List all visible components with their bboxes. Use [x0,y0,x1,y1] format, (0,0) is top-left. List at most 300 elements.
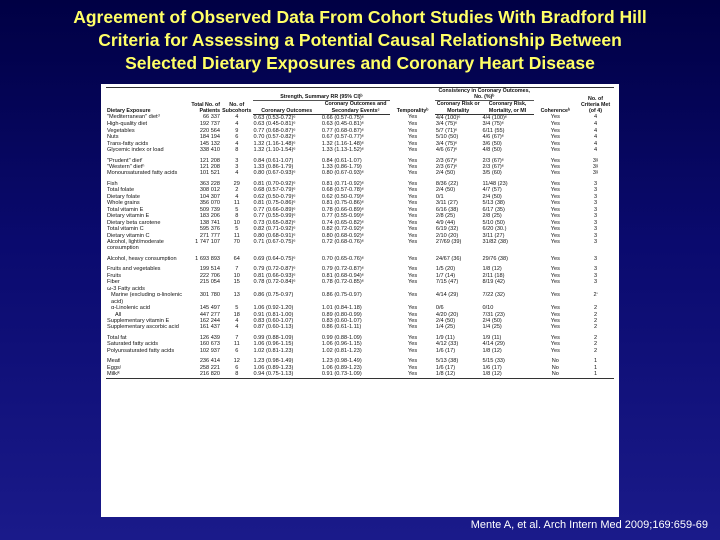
cell-exposure: Fruits [107,272,121,279]
table-header-row-groups [106,88,614,101]
cell-consistency-risk: 4/20 (20) [435,311,459,318]
cell-temporality: Yes [408,140,418,147]
cell-consistency-secondary: 5/10 (50) [482,219,505,226]
cell-coherence: Yes [550,305,560,312]
cell-consistency-risk: 5/10 (50) [435,134,459,141]
cell-coherence: Yes [550,157,560,164]
cell-coherence: Yes [550,232,560,239]
cell-patients: 258 221 [199,364,221,371]
cell-criteria-met: 3 [593,226,598,233]
cell-criteria-met: 2 [593,341,598,348]
cell-temporality: Yes [408,317,418,324]
cell-rr-coronary: 0.63 (0.53-0.72)ᵉ [253,114,296,121]
cell-patients: 301 780 [199,292,221,299]
cell-coherence: No [551,364,559,371]
cell-exposure: ω-3 Fatty acids [107,285,145,292]
cell-consistency-risk: 4/9 (44) [435,219,456,226]
cell-subcohorts: 4 [235,324,239,331]
cell-subcohorts: 8 [221,371,252,378]
slide-title-line-1: Agreement of Observed Data From Cohort Studies With Bradford Hill [73,7,647,27]
cell-rr-secondary: 0.86 (0.75-0.97) [321,292,362,299]
cell-patients: 595 376 [199,226,221,233]
cell-consistency-risk: 1/5 (20) [435,266,456,273]
cell-rr-secondary: 0.70 (0.65-0.76)ᵉ [321,255,364,262]
cell-consistency-risk: 6/19 (32) [435,226,459,233]
cell-rr-coronary: 0.91 (0.81-1.00) [253,311,294,318]
cell-consistency-secondary: 2/4 (50) [482,317,502,324]
cell-rr-coronary: 0.62 (0.50-0.79)ᵉ [253,193,296,200]
cell-rr-coronary: 1.23 (0.98-1.49) [253,358,294,365]
header-consistency-group: Consistency in Coronary Outcomes, No. (%)ᵇ [435,88,534,101]
cell-patients: 104 307 [199,193,221,200]
slide-title-line-3: Selected Dietary Exposures and Coronary Heart Disease [125,53,595,73]
cell-consistency-secondary: 2/4 (50) [482,193,502,200]
cell-consistency-secondary: 6/20 (30.) [482,226,507,233]
cell-exposure: α-Linolenic acid [111,305,150,312]
cell-exposure: Fish [107,180,118,187]
cell-criteria-met: 2 [593,305,598,312]
cell-rr-secondary: 0.74 (0.65-0.82)ᵉ [321,219,364,226]
cell-rr-coronary: 0.80 (0.68-0.91)ᵉ [253,232,296,239]
cell-patients: 363 228 [199,180,221,187]
cell-criteria-met: 1 [577,371,614,378]
cell-rr-secondary: 0.84 (0.61-1.07) [321,157,362,164]
cell-criteria-met: 2 [593,317,598,324]
cell-patients: 121 208 [199,163,221,170]
cell-exposure: Vegetables [107,127,135,134]
cell-criteria-met: 3 [593,193,598,200]
cell-temporality: Yes [408,311,418,318]
cell-consistency-risk: 0/6 [435,305,444,312]
table-row [106,371,614,378]
cell-criteria-met: 3 [593,272,598,279]
cell-temporality: Yes [408,324,418,331]
cell-coherence: Yes [550,226,560,233]
header-subcohorts: No. of Subcohorts [221,88,252,115]
cell-exposure: Saturated fatty acids [107,341,158,348]
cell-rr-secondary: 0.86 (0.61-1.11) [321,324,362,331]
cell-coherence: Yes [550,219,560,226]
cell-exposure: Supplementary ascorbic acid [107,324,179,331]
cell-exposure: Milkʲᵏ [106,371,185,378]
cell-consistency-secondary: 7/31 (23) [482,311,505,318]
cell-exposure: Dietary vitamin E [107,213,150,220]
cell-coherence: Yes [550,147,560,154]
cell-rr-coronary: 0.68 (0.57-0.79)ᵉ [253,187,296,194]
cell-patients: 1 693 893 [195,255,221,262]
cell-rr-coronary: 1.06 (0.92-1.20) [253,305,294,312]
cell-criteria-met: 3 [593,187,598,194]
cell-subcohorts: 4 [235,193,239,200]
cell-criteria-met: 3 [593,213,598,220]
cell-subcohorts: 2 [235,187,239,194]
cell-criteria-met: 4 [593,121,598,128]
cell-coherence: Yes [550,334,560,341]
cell-temporality: Yes [408,134,418,141]
cell-patients: 145 132 [199,140,221,147]
header-criteria-met: No. of Criteria Met (of 4) [577,88,614,115]
cell-rr-coronary: 0.73 (0.65-0.82)ᵉ [253,219,296,226]
cell-patients: 184 194 [199,134,221,141]
cell-rr-secondary: 0.63 (0.45-0.81)ᵉ [321,121,364,128]
cell-coherence: Yes [550,238,560,245]
cell-consistency-risk: 2/4 (50) [435,187,456,194]
cell-patients: 161 437 [199,324,221,331]
cell-exposure: Glycemic index or load [107,147,164,154]
citation: Mente A, et al. Arch Intern Med 2009;169:659-69 [470,519,708,531]
slide-title [0,6,720,75]
cell-consistency-risk: 4/6 (67)ᵉ [435,147,458,154]
cell-temporality: Yes [408,121,418,128]
cell-patients: 356 070 [199,200,221,207]
cell-temporality: Yes [408,147,418,154]
cell-consistency-risk: 2/3 (67)ᵉ [435,163,458,170]
cell-rr-secondary: 0.89 (0.80-0.99) [321,311,362,318]
cell-temporality: Yes [408,347,418,354]
cell-criteria-met: 4 [593,114,598,121]
cell-rr-coronary: 0.86 (0.75-0.97) [253,292,294,299]
cell-coherence: Yes [550,200,560,207]
cell-rr-coronary: 1.32 (1.10-1.54)ᵉ [253,147,296,154]
cell-criteria-met: 4 [593,127,598,134]
cell-consistency-risk: 7/15 (47) [435,279,459,286]
cell-exposure: Meatʲ [107,358,121,365]
cell-consistency-secondary: 2/3 (67)ᵉ [482,163,504,170]
cell-rr-coronary: 0.71 (0.67-0.75)ᵉ [253,238,296,245]
cell-coherence: Yes [550,121,560,128]
cell-rr-secondary: 1.33 (1.13-1.52)ᵉ [321,147,364,154]
cell-consistency-risk: 4/14 (29) [435,292,459,299]
cell-coherence: Yes [550,279,560,286]
cell-temporality: Yes [408,232,418,239]
cell-rr-coronary: 0.87 (0.60-1.13) [253,324,294,331]
cell-patients: 102 937 [199,347,221,354]
cell-criteria-met: 3 [593,200,598,207]
cell-exposure: Fiber [107,279,120,286]
cell-temporality: Yes [408,200,418,207]
cell-temporality: Yes [408,272,418,279]
cell-temporality: Yes [408,266,418,273]
cell-rr-coronary: 0.63 (0.45-0.81)ᵉ [253,121,296,128]
cell-rr-coronary: 0.79 (0.72-0.87)ᵉ [253,266,296,273]
cell-consistency-risk: 3/4 (75)ᵉ [435,121,458,128]
cell-coherence: Yes [550,114,560,121]
cell-coherence: Yes [550,311,560,318]
header-strength-group: Strength, Summary RR (95% CI)ᵇ [253,88,391,101]
cell-coherence: Yes [550,266,560,273]
cell-temporality: Yes [408,193,418,200]
cell-patients: 126 439 [199,334,221,341]
cell-coherence: Yes [550,255,560,262]
cell-consistency-risk: 1/7 (14) [435,272,456,279]
cell-exposure: "Prudent" dietᶠ [107,157,143,164]
cell-consistency-risk: 6/16 (38) [435,206,459,213]
cell-consistency-secondary: 3/4 (75)ᵉ [482,121,504,128]
cell-exposure: Dietary folate [107,193,140,200]
cell-exposure: Supplementary vitamin E [107,317,170,324]
header-exposure: Dietary Exposure [106,88,185,115]
cell-rr-secondary: 1.33 (0.86-1.79) [321,163,362,170]
cell-coherence: Yes [550,127,560,134]
cell-consistency-risk: 2/10 (20) [435,232,459,239]
cell-rr-secondary: 0.66 (0.57-0.75)ᵉ [321,114,364,121]
cell-exposure: Monounsaturated fatty acids [107,170,178,177]
cell-rr-secondary: 0.82 (0.72-0.92)ᵉ [321,226,364,233]
cell-consistency-risk: 1/6 (17) [435,347,456,354]
cell-temporality: Yes [408,334,418,341]
cell-rr-coronary: 0.83 (0.60-1.07) [253,317,294,324]
cell-subcohorts: 4 [235,170,239,177]
cell-consistency-risk: 5/7 (71)ᵉ [435,127,458,134]
table-row [106,292,614,305]
cell-coherence: Yes [550,180,560,187]
cell-subcohorts: 6 [235,364,239,371]
cell-consistency-secondary: 1/8 (12) [482,347,502,354]
cell-exposure: High-quality diet [107,121,148,128]
cell-exposure: Alcohol, heavy consumption [107,255,177,262]
cell-subcohorts: 4 [235,114,239,121]
cell-rr-coronary: 0.99 (0.88-1.09) [253,334,294,341]
cell-consistency-secondary: 4/6 (67)ᵉ [482,134,504,141]
cell-criteria-met: 2 [593,324,598,331]
cell-subcohorts: 8 [235,147,239,154]
cell-criteria-met: 3 [593,206,598,213]
cell-rr-secondary: 0.81 (0.68-0.94)ᵉ [321,272,364,279]
cell-coherence: Yes [550,324,560,331]
cell-coherence: Yes [550,193,560,200]
cell-subcohorts: 29 [233,180,240,187]
cell-consistency-risk: 2/8 (25) [435,213,456,220]
cell-rr-secondary: 0.77 (0.55-0.99)ᵉ [321,213,364,220]
cell-subcohorts: 11 [233,200,240,207]
cell-patients: 222 706 [199,272,221,279]
cell-criteria-met: 1 [593,358,598,365]
cell-temporality: Yes [408,341,418,348]
cell-criteria-met: 3 [593,279,598,286]
cell-criteria-met: 3 [593,219,598,226]
cell-patients: 447 277 [199,311,221,318]
cell-criteria-met: 4 [593,140,598,147]
cell-coherence: Yes [550,134,560,141]
cell-consistency-risk: 2/4 (50) [435,170,456,177]
cell-criteria-met: 4 [593,147,598,154]
cell-coherence: Yes [550,347,560,354]
cell-criteria-met: 3 [593,180,598,187]
cell-temporality: Yes [408,170,418,177]
cell-exposure: Nuts [107,134,119,141]
cell-rr-coronary: 0.84 (0.61-1.07) [253,157,294,164]
cell-rr-secondary: 1.01 (0.84-1.18) [321,305,362,312]
cell-rr-coronary: 0.77 (0.55-0.99)ᵉ [253,213,296,220]
cell-rr-coronary: 1.06 (0.89-1.23) [253,364,294,371]
cell-rr-secondary: 0.81 (0.71-0.92)ᵉ [321,180,364,187]
cell-patients: 236 414 [199,358,221,365]
cell-consistency-secondary: 1/8 (12) [482,371,534,378]
cell-subcohorts: 5 [235,305,239,312]
cell-subcohorts: 10 [233,272,240,279]
cell-subcohorts: 7 [235,266,239,273]
header-coronary-outcomes: Coronary Outcomes [253,101,321,114]
cell-exposure: Marine (excluding α-linolenic acid) [111,292,183,305]
table-row [106,114,614,121]
cell-criteria-met: 1 [593,364,598,371]
cell-temporality: Yes [390,371,435,378]
cell-patients: 271 777 [199,232,221,239]
table-panel [101,84,619,517]
cell-coherence: Yes [550,140,560,147]
cell-criteria-met: 3ᵍ [592,163,599,170]
cell-criteria-met: 3ᵍ [592,170,599,177]
cell-temporality: Yes [408,292,418,299]
cell-rr-secondary: 0.79 (0.72-0.87)ᵉ [321,266,364,273]
cell-consistency-secondary: 6/17 (35) [482,206,505,213]
cell-rr-coronary: 0.77 (0.68-0.87)ᵉ [253,127,296,134]
cell-consistency-secondary: 5/13 (38) [482,200,505,207]
cell-patients: 162 244 [199,317,221,324]
cell-coherence: Yes [550,206,560,213]
cell-criteria-met: 2 [593,334,598,341]
cell-coherence: Yes [550,272,560,279]
cell-patients: 121 208 [199,157,221,164]
cell-rr-secondary: 0.67 (0.57-0.77)ᵉ [321,134,364,141]
cell-rr-coronary: 1.33 (0.86-1.79) [253,163,294,170]
cell-consistency-secondary: 2/8 (25) [482,213,502,220]
cell-subcohorts: 8 [235,213,239,220]
cell-rr-secondary: 0.72 (0.68-0.76)ᵉ [321,238,364,245]
cell-rr-coronary: 1.02 (0.81-1.23) [253,347,294,354]
cell-coherence: No [551,358,559,365]
cell-criteria-met: 3 [593,238,598,245]
cell-exposure: All [115,311,122,318]
cell-exposure: Total fat [107,334,127,341]
cell-subcohorts: 5 [235,206,239,213]
cell-coherence: Yes [550,170,560,177]
header-risk-mortality: Coronary Risk or Mortality [436,101,480,114]
cell-consistency-risk: 27/69 (39) [435,238,462,245]
cell-temporality: Yes [408,305,418,312]
cell-patients: 308 012 [199,187,221,194]
cell-rr-coronary: 0.80 (0.67-0.93)ᵉ [253,170,296,177]
cell-subcohorts: 70 [233,238,240,245]
cell-rr-secondary: 1.32 (1.16-1.48)ᵉ [321,140,364,147]
cell-criteria-met: 2 [593,347,598,354]
cell-coherence: Yes [550,341,560,348]
cell-rr-secondary: 1.23 (0.98-1.49) [321,358,362,365]
cell-rr-coronary: 0.82 (0.71-0.92)ᵉ [253,226,296,233]
cell-consistency-risk: 2/3 (67)ᵉ [435,157,458,164]
cell-temporality: Yes [408,114,418,121]
cell-coherence: Yes [550,213,560,220]
cell-rr-secondary: 0.99 (0.88-1.09) [321,334,362,341]
cell-exposure: Total vitamin C [107,226,144,233]
cell-criteria-met: 3 [593,255,598,262]
cell-consistency-secondary: 4/4 (100)ᵉ [482,114,507,121]
cell-consistency-secondary: 2/3 (67)ᵉ [482,157,504,164]
cell-exposure: Total vitamin E [107,206,144,213]
cell-rr-coronary: 0.77 (0.66-0.89)ᵉ [253,206,296,213]
cell-patients: 66 337 [202,114,221,121]
cell-rr-secondary: 0.91 (0.73-1.09) [321,371,390,378]
cell-rr-secondary: 0.78 (0.66-0.89)ᵉ [321,206,364,213]
cell-consistency-risk: 3/11 (27) [435,200,458,207]
cell-patients: 338 410 [199,147,221,154]
cell-subcohorts: 13 [233,292,240,299]
cell-temporality: Yes [408,219,418,226]
cell-subcohorts: 4 [235,121,239,128]
cell-exposure: "Western" dietʰ [107,163,145,170]
cell-rr-coronary: 0.81 (0.70-0.92)ᵉ [253,180,296,187]
cell-temporality: Yes [408,206,418,213]
cell-criteria-met: 2 [593,311,598,318]
cell-temporality: Yes [408,157,418,164]
cell-consistency-secondary: 1/8 (12) [482,266,502,273]
cell-consistency-risk: 0/1 [435,193,444,200]
header-coronary-secondary: Coronary Outcomes and Secondary Eventsᶜ [321,101,390,114]
cell-exposure: Fruits and vegetables [107,266,161,273]
cell-temporality: Yes [408,180,418,187]
criteria-table [106,87,614,379]
cell-consistency-secondary: 7/22 (32) [482,292,505,299]
cell-coherence: No [534,371,577,378]
cell-consistency-risk: 2/4 (50) [435,317,456,324]
table-row [106,239,614,252]
cell-consistency-secondary: 11/48 (23) [482,180,508,187]
cell-coherence: Yes [550,317,560,324]
cell-consistency-secondary: 0/10 [482,305,494,312]
cell-consistency-risk: 3/4 (75)ᵉ [435,140,458,147]
cell-exposure: Eggsʲ [107,364,121,371]
header-temporality: Temporalityᵇ [390,88,435,115]
header-patients: Total No. of Patients [185,88,221,115]
cell-exposure: Dietary beta carotene [107,219,161,226]
cell-rr-secondary: 0.77 (0.68-0.87)ᵉ [321,127,364,134]
cell-subcohorts: 11 [233,232,240,239]
cell-consistency-risk: 4/12 (33) [435,341,459,348]
cell-consistency-secondary: 3/5 (60) [482,170,502,177]
cell-patients: 192 737 [199,121,221,128]
cell-consistency-secondary: 5/15 (33) [482,358,505,365]
cell-patients: 183 206 [199,213,221,220]
cell-consistency-risk: 5/13 (38) [435,358,459,365]
cell-rr-secondary: 0.81 (0.75-0.86)ᵉ [321,200,364,207]
cell-rr-coronary: 0.78 (0.72-0.84)ᵉ [253,279,296,286]
cell-rr-secondary: 0.68 (0.57-0.78)ᵉ [321,187,364,194]
cell-subcohorts: 10 [233,219,240,226]
cell-criteria-met: 3 [593,266,598,273]
cell-consistency-secondary: 29/76 (38) [482,255,509,262]
cell-criteria-met: 3 [593,232,598,239]
cell-subcohorts: 4 [235,140,239,147]
cell-rr-secondary: 0.80 (0.68-0.92)ᵉ [321,232,364,239]
cell-rr-coronary: 0.69 (0.64-0.75)ᵉ [253,255,296,262]
cell-consistency-secondary: 3/11 (27) [482,232,505,239]
cell-exposure: "Mediterranean" dietᵈ [107,114,160,121]
cell-rr-secondary: 0.62 (0.50-0.79)ᵉ [321,193,364,200]
cell-exposure: Alcohol, light/moderate consumption [107,238,164,252]
cell-exposure: Trans-fatty acids [107,140,149,147]
header-risk-mortality-secondary: Coronary Risk, Mortality, or MI [482,101,534,114]
slide-title-line-2: Criteria for Assessing a Potential Causal Relationship Between [98,30,622,50]
cell-consistency-risk: 1/8 (12) [435,371,482,378]
cell-patients: 1 747 107 [195,238,221,245]
cell-exposure: Dietary vitamin C [107,232,150,239]
cell-consistency-secondary: 4/7 (57) [482,187,502,194]
cell-rr-secondary: 0.80 (0.67-0.93)ᵉ [321,170,364,177]
cell-criteria-met: 4 [593,134,598,141]
cell-subcohorts: 18 [233,311,240,318]
cell-exposure: Polyunsaturated fatty acids [107,347,175,354]
cell-rr-secondary: 1.06 (0.89-1.23) [321,364,362,371]
